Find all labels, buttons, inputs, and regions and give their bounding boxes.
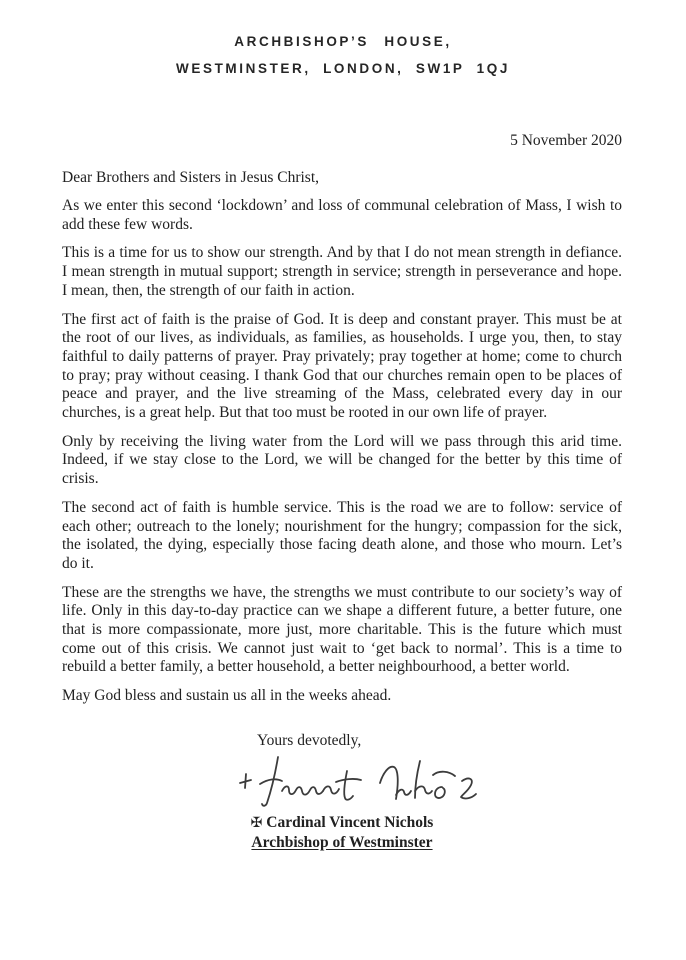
paragraph-3: The first act of faith is the praise of God. It is deep and constant prayer. This must be at the root of our lives, as individuals, as families, as households. I urge you, then, to stay faithful to daily patterns of prayer. Pray privately; pray together at home; come to church to pray; pray without ceasing. I thank God that our churches remain open to be places of peace and prayer, and the live streaming of the Mass, celebrated every day in our churches, is a great help. But that too must be rooted in our own life of prayer.	[62, 310, 622, 422]
signer-name-line	[62, 814, 622, 832]
letterhead-line1: ARCHBISHOP’S HOUSE,	[234, 34, 452, 49]
paragraph-2: This is a time for us to show our strength. And by that I do not mean strength in defiance. I mean strength in mutual support; strength in service; strength in perseverance and hope. I mean, then, the strength of our faith in action.	[62, 244, 622, 299]
signer-title: Archbishop of Westminster	[251, 833, 433, 851]
valediction: Yours devotedly,	[257, 731, 362, 749]
paragraph-5: The second act of faith is humble service. This is the road we are to follow: service of each other; outreach to the lonely; nourishment for the hungry; compassion for the sick, the isolated, the dying, especially those facing death alone, and those who mourn. Let’s do it.	[62, 498, 622, 572]
salutation: Dear Brothers and Sisters in Jesus Christ,	[62, 169, 320, 186]
letterhead	[0, 0, 686, 76]
letter-date: 5 November 2020	[510, 132, 622, 149]
paragraph-1: As we enter this second ‘lockdown’ and loss of communal celebration of Mass, I wish to add these few words.	[62, 197, 622, 233]
episcopal-cross-icon: ✠	[250, 815, 263, 831]
signer-block	[62, 814, 622, 852]
letter-body	[62, 132, 622, 852]
signature-handwriting	[230, 752, 622, 812]
signer-name-text: Cardinal Vincent Nichols	[266, 813, 434, 831]
paragraph-4: Only by receiving the living water from the Lord will we pass through this arid time. Indeed, if we stay close to the Lord, we will be changed for the better by this time of crisis.	[62, 432, 622, 488]
signature-strokes-svg	[230, 752, 480, 812]
paragraph-7: May God bless and sustain us all in the weeks ahead.	[62, 687, 392, 705]
paragraph-6: These are the strengths we have, the strengths we must contribute to our society’s way of life. Only in this day-to-day practice can we shape a different future, a better future, one that is more compassionate, more just, more charitable. This is the future which must come out of this crisis. We cannot just wait to ‘get back to normal’. This is a time to rebuild a better family, a better household, a better neighbourhood, a better world.	[62, 583, 622, 676]
letterhead-line2: WESTMINSTER, LONDON, SW1P 1QJ	[176, 61, 510, 76]
